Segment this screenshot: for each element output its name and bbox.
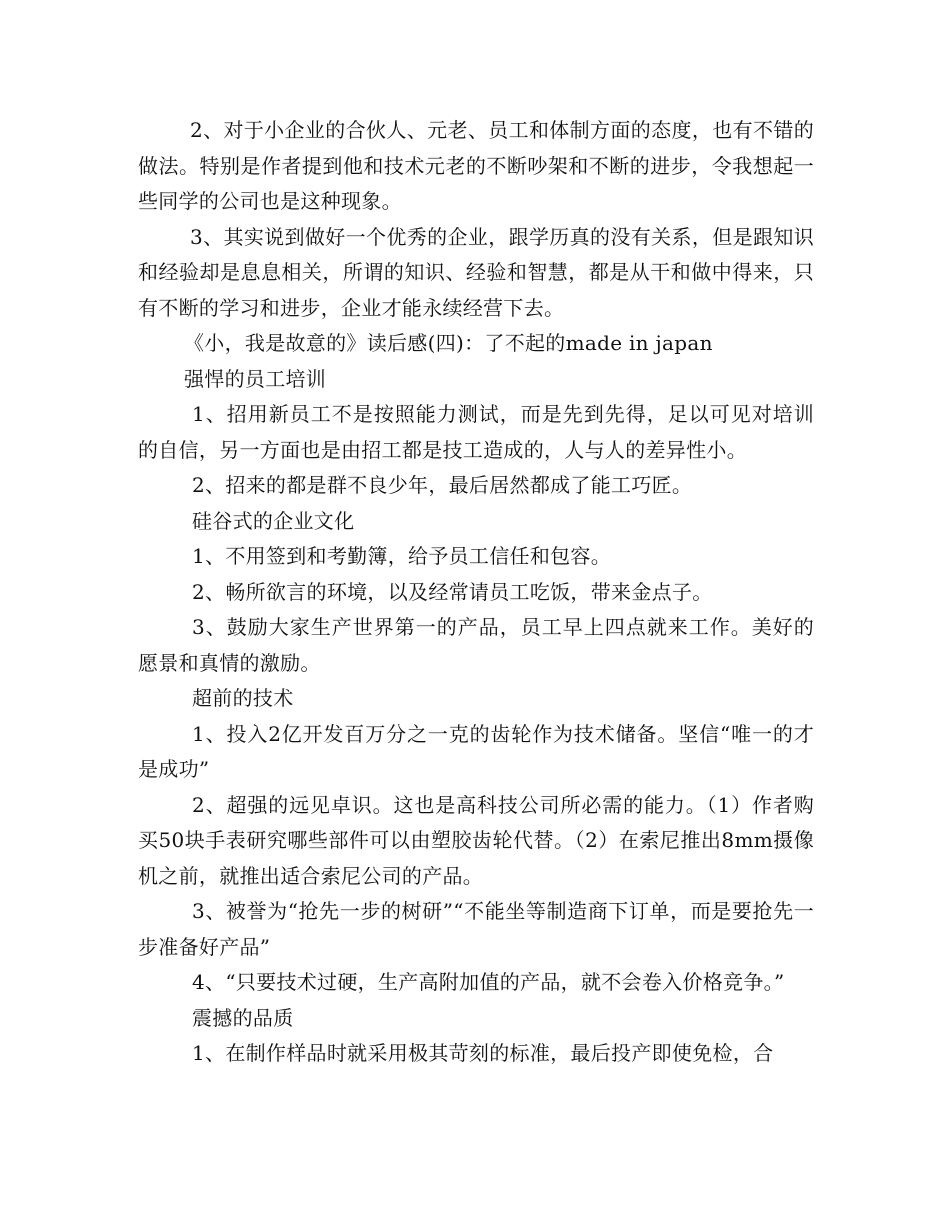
paragraph-technology-4: 4、“只要技术过硬，生产高附加值的产品，就不会卷入价格竞争。” [192, 970, 785, 994]
paragraph-partners: 2、对于小企业的合伙人、元老、员工和体制方面的态度，也有不错的做法。特别是作者提到他和技术元老的不断吵架和不断的进步，令我想起一些同学的公司也是这种现象。 [138, 118, 814, 213]
paragraph-culture-3: 3、鼓励大家生产世界第一的产品，员工早上四点就来工作。美好的愿景和真情的激励。 [138, 615, 814, 675]
paragraph-technology-3: 3、被誉为“抢先一步的树研”“不能坐等制造商下订单，而是要抢先一步准备好产品” [138, 899, 814, 959]
paragraph-technology-1: 1、投入2亿开发百万分之一克的齿轮作为技术储备。坚信“唯一的才是成功” [138, 721, 814, 781]
paragraph-knowledge: 3、其实说到做好一个优秀的企业，跟学历真的没有关系，但是跟知识和经验却是息息相关，所谓的知识、经验和智慧，都是从干和做中得来，只有不断的学习和进步，企业才能永续经营下去。 [138, 224, 814, 320]
paragraph-quality-1: 1、在制作样品时就采用极其苛刻的标准，最后投产即使免检，合 [192, 1041, 774, 1065]
paragraph-training-1: 1、招用新员工不是按照能力测试，而是先到先得，足以可见对培训的自信，另一方面也是由招工都是技工造成的，人与人的差异性小。 [138, 402, 814, 462]
heading-advanced-technology: 超前的技术 [192, 686, 294, 710]
paragraph-culture-1: 1、不用签到和考勤簿，给予员工信任和包容。 [192, 544, 612, 568]
heading-silicon-valley-culture: 硅谷式的企业文化 [192, 508, 355, 533]
document-body [138, 113, 814, 1072]
heading-staff-training: 强悍的员工培训 [184, 366, 327, 391]
paragraph-training-2: 2、招来的都是群不良少年，最后居然都成了能工巧匠。 [192, 473, 693, 497]
paragraph-culture-2: 2、畅所欲言的环境，以及经常请员工吃饭，带来金点子。 [192, 579, 713, 604]
paragraph-technology-2: 2、超强的远见卓识。这也是高科技公司所必需的能力。（1）作者购买50块手表研究哪些部件可以由塑胶齿轮代替。（2）在索尼推出8mm摄像机之前，就推出适合索尼公司的产品。 [138, 792, 814, 888]
section-title-made-in-japan: 《小，我是故意的》读后感(四)：了不起的made in japan [184, 331, 713, 355]
heading-quality: 震撼的品质 [192, 1005, 294, 1030]
